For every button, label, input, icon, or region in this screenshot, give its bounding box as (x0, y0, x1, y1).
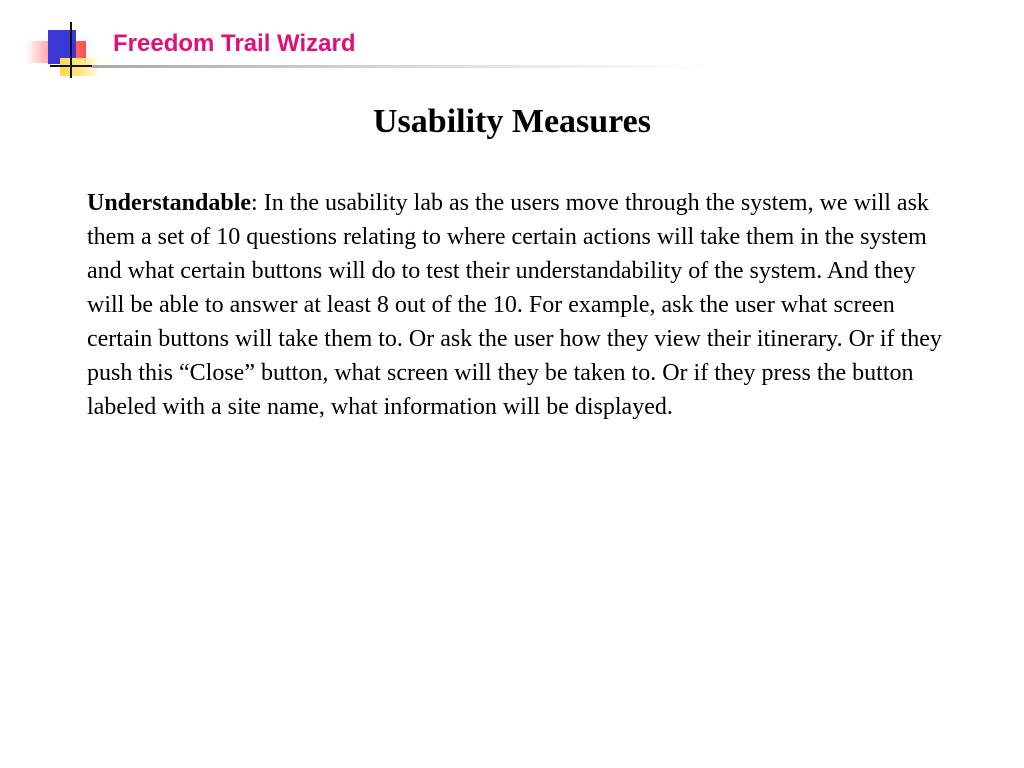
slide-title: Usability Measures (373, 103, 651, 140)
logo-icon (22, 20, 122, 80)
body-text: : In the usability lab as the users move through the system, we will ask them a set of 10 questions relating to where certain actions will take them in the system and what certain buttons will do to test their understandability of the system. And they will be able to answer at least 8 out of the 10. For example, ask the user what screen certain buttons will take them to. Or ask the user how they view their itinerary. Or if they push this “Close” button, what screen will they be taken to. Or if they press the button labeled with a site name, what information will be displayed. (87, 190, 942, 420)
header-title: Freedom Trail Wizard (113, 30, 356, 57)
body-term: Understandable (87, 190, 252, 216)
body-paragraph (87, 186, 947, 424)
header-divider (92, 65, 712, 68)
logo-vertical-line (70, 22, 72, 78)
